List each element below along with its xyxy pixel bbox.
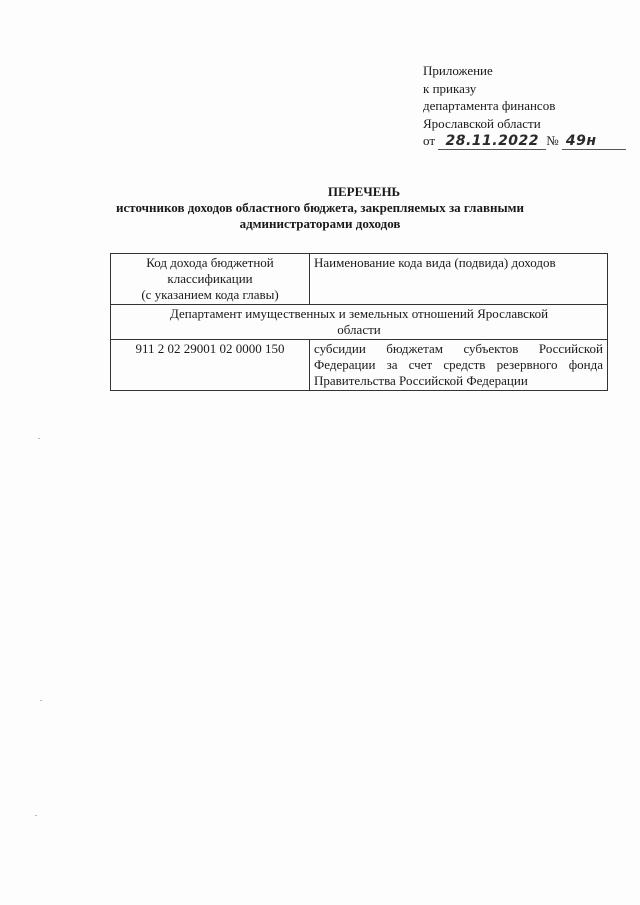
scan-speck bbox=[38, 438, 40, 439]
table-section-row bbox=[111, 305, 608, 340]
header-code-line-1: Код дохода бюджетной bbox=[146, 255, 274, 270]
document-subtitle-line-1: источников доходов областного бюджета, закрепляемых за главными bbox=[116, 200, 524, 215]
header-code-line-2: классификации bbox=[167, 271, 253, 286]
header-code-cell bbox=[111, 254, 310, 305]
number-sign: № bbox=[546, 133, 559, 148]
date-prefix: от bbox=[423, 133, 436, 148]
department-line-2: области bbox=[337, 322, 381, 337]
header-name-cell: Наименование кода вида (подвида) доходов bbox=[310, 254, 608, 305]
appendix-line-4: Ярославской области bbox=[423, 115, 541, 131]
appendix-line-2: к приказу bbox=[423, 80, 477, 96]
document-heading: ПЕРЕЧЕНЬ bbox=[327, 184, 401, 199]
table-header-row bbox=[111, 254, 608, 305]
table-row bbox=[111, 340, 608, 391]
handwritten-number: 49н bbox=[562, 134, 626, 150]
scan-speck bbox=[35, 815, 37, 816]
scan-speck bbox=[40, 700, 42, 701]
appendix-line-3: департамента финансов bbox=[423, 98, 556, 113]
appendix-line-1: Приложение bbox=[423, 63, 493, 78]
appendix-block bbox=[423, 62, 626, 150]
document-title-block bbox=[0, 184, 640, 232]
header-code-line-3: (с указанием кода главы) bbox=[141, 287, 279, 302]
row-name-cell: субсидии бюджетам субъектов Российской Федерации за счет средств резервного фонда Правительства Российской Федерации bbox=[310, 340, 608, 391]
document-subtitle-line-2: администраторами доходов bbox=[239, 216, 401, 231]
row-code-cell: 911 2 02 29001 02 0000 150 bbox=[111, 340, 310, 391]
revenue-sources-table bbox=[110, 253, 608, 391]
appendix-date-line bbox=[423, 132, 626, 150]
handwritten-date: 28.11.2022 bbox=[438, 134, 546, 150]
department-line-1: Департамент имущественных и земельных отношений Ярославской bbox=[169, 306, 549, 321]
department-cell bbox=[111, 305, 608, 340]
